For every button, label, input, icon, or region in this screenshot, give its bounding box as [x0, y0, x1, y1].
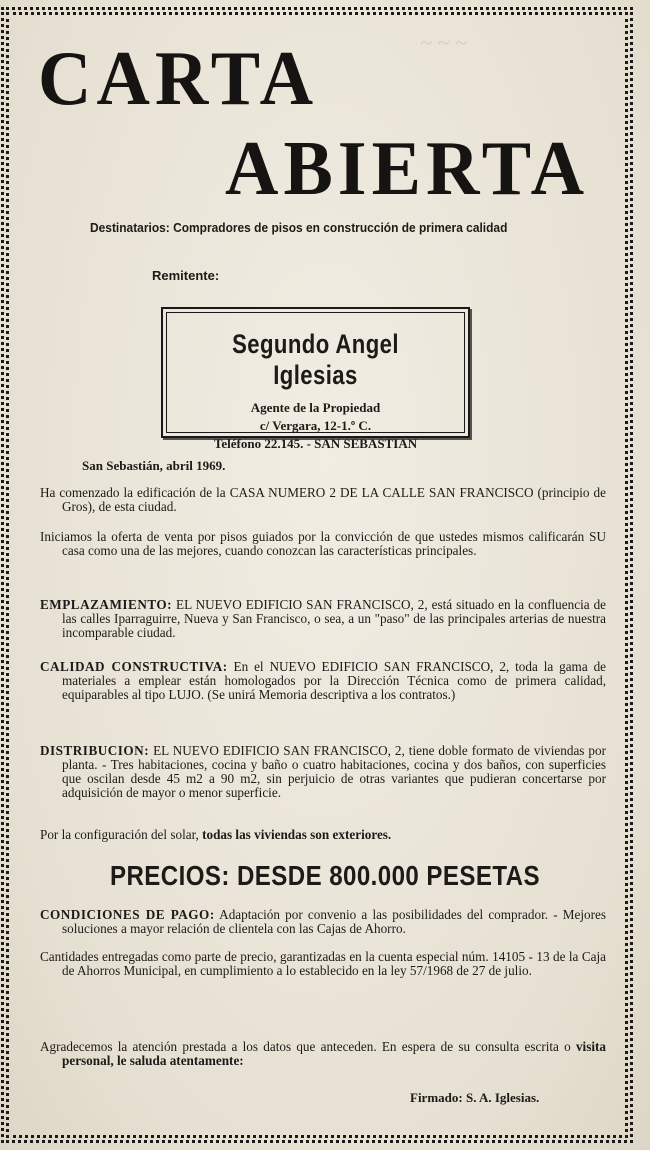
paragraph-body: [40, 908, 606, 936]
paragraph-emphasis: todas las viviendas son exteriores.: [202, 827, 392, 842]
paragraph-body: [40, 1040, 606, 1068]
paragraph-text: EL NUEVO EDIFICIO SAN FRANCISCO, 2, tiene doble formato de viviendas por planta. - Tres habitaciones, cocina y baño o cuatro habitaciones, cocina y dos baños, con superficies que oscilan desde 45 m2 a 90 m2, sin perjuicio de otras variantes que pudieran concertarse por adquisición de mayor o menor superficie.: [62, 743, 606, 800]
paragraph-heading: CONDICIONES DE PAGO:: [40, 907, 215, 922]
paragraph-heading: CALIDAD CONSTRUCTIVA:: [40, 659, 228, 674]
paragraph-text: Iniciamos la oferta de venta por pisos guiados por la convicción de que ustedes mismos calificarán SU casa como una de las mejores, cuando conozcan las características principales.: [40, 529, 606, 558]
paragraph-body: [40, 744, 606, 800]
sender-label: Remitente:: [152, 268, 220, 283]
paragraph-closing: [40, 1040, 606, 1068]
paragraph-distribution: [40, 744, 606, 800]
paragraph-body: [40, 598, 606, 640]
date-line: San Sebastián, abril 1969.: [82, 458, 226, 473]
paragraph-heading: DISTRIBUCION:: [40, 743, 150, 758]
paragraph-text: EL NUEVO EDIFICIO SAN FRANCISCO, 2, está situado en la confluencia de las calles Iparraguirre, Nueva y San Francisco, o sea, a un "paso" de las principales arterias de nuestra incomparable ciudad.: [62, 597, 607, 640]
sender-role: Agente de la Propiedad: [250, 400, 381, 415]
sender-box-inner: [166, 312, 465, 451]
paragraph-location: [40, 598, 606, 640]
paragraph-text: Ha comenzado la edificación de la CASA NUMERO 2 DE LA CALLE SAN FRANCISCO (principio de Gros), de esta ciudad.: [40, 485, 606, 514]
bleed-through-text: ~ ~ ~: [420, 30, 467, 55]
paragraph-exterior: [40, 828, 606, 842]
paragraph-text: Adaptación por convenio a las posibilidades del comprador. - Mejores soluciones a mayor relación de clientela con las Cajas de Ahorro.: [62, 907, 606, 936]
sender-name: Segundo Angel Iglesias: [232, 329, 399, 390]
paragraph-offer: [40, 530, 606, 558]
paragraph-start-construction: [40, 486, 606, 514]
recipients-line: Destinatarios: Compradores de pisos en construcción de primera calidad: [90, 220, 508, 235]
title-line-2: ABIERTA: [225, 125, 590, 213]
title-line-1: CARTA: [38, 35, 319, 123]
paragraph-heading: EMPLAZAMIENTO:: [40, 597, 173, 612]
paragraph-text: Por la configuración del solar,: [40, 827, 199, 842]
signature-line: Firmado: S. A. Iglesias.: [410, 1090, 540, 1105]
prices-headline: PRECIOS: DESDE 800.000 PESETAS: [110, 860, 540, 891]
paragraph-guarantee: [40, 950, 606, 978]
paragraph-text: Agradecemos la atención prestada a los datos que anteceden. En espera de su consulta escrita o: [40, 1039, 571, 1054]
sender-phone-city: Teléfono 22.145. - SAN SEBASTIAN: [213, 436, 418, 451]
sender-box: [161, 307, 470, 451]
paragraph-payment: [40, 908, 606, 936]
paragraph-text: Cantidades entregadas como parte de precio, garantizadas en la cuenta especial núm. 14105 - 13 de la Caja de Ahorros Municipal, en cumplimiento a lo establecido en la ley 57/1968 de 27 de julio.: [40, 949, 606, 978]
paragraph-emphasis: visita personal, le saluda atentamente:: [62, 1039, 606, 1068]
sender-address: c/ Vergara, 12-1.º C.: [259, 418, 372, 433]
paragraph-body: [40, 660, 606, 702]
paragraph-text: En el NUEVO EDIFICIO SAN FRANCISCO, 2, toda la gama de materiales a emplear están homologados por la Dirección Técnica como de primera calidad, equiparables al tipo LUJO. (Se unirá Memoria descriptiva a los contratos.): [62, 659, 607, 702]
paragraph-quality: [40, 660, 606, 702]
